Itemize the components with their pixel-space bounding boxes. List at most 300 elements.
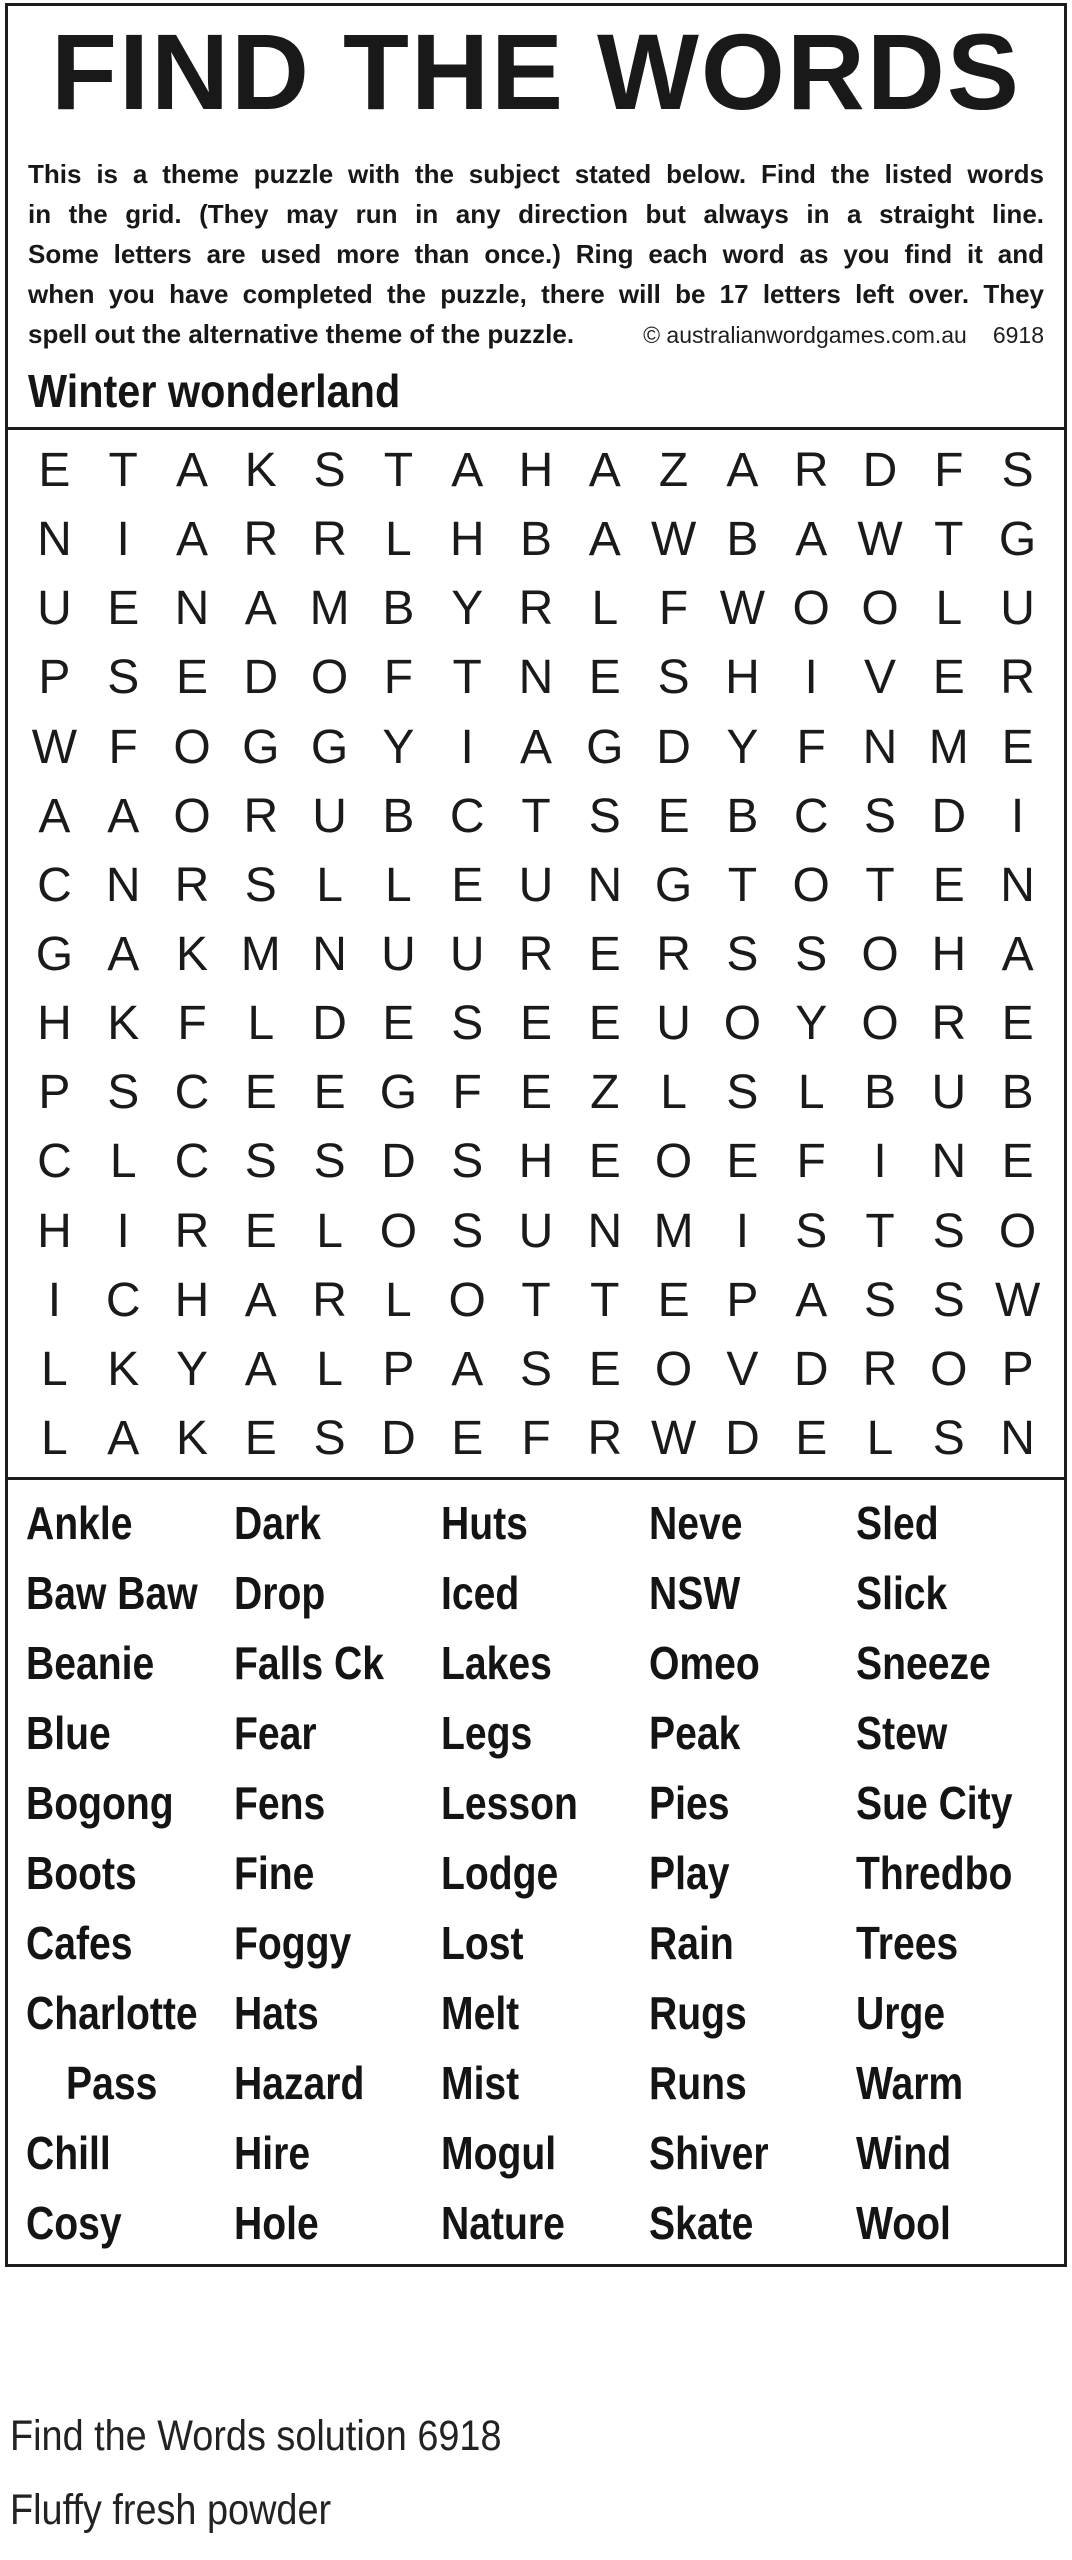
word-text: Melt (441, 1987, 520, 2039)
grid-letter: M (653, 1204, 694, 1258)
word-list-item (856, 2118, 1064, 2188)
word-text: Baw Baw (26, 1567, 198, 1619)
grid-letter: E (107, 582, 140, 636)
word-text: Trees (856, 1917, 959, 1969)
grid-letter: G (586, 720, 624, 774)
grid-letter: W (719, 582, 766, 636)
grid-letter: S (313, 1135, 346, 1189)
grid-letter: K (107, 1342, 140, 1396)
grid-letter: S (932, 1411, 965, 1465)
word-list-item (234, 1838, 442, 1908)
grid-letter: T (452, 651, 482, 705)
grid-letter: A (795, 1273, 828, 1327)
grid-letter: R (174, 858, 210, 912)
word-list-column (441, 1488, 649, 2260)
grid-letter: U (381, 927, 416, 981)
grid-letter: U (449, 927, 485, 981)
grid-letter: E (1001, 720, 1034, 774)
grid-letter: L (866, 1411, 894, 1465)
solution-title-line (10, 2404, 569, 2478)
grid-letter: Z (590, 1066, 620, 1120)
grid-letter: B (726, 513, 759, 567)
word-text: NSW (648, 1567, 741, 1619)
grid-letter: W (857, 513, 903, 567)
grid-letter: I (116, 1204, 130, 1258)
grid-letter: S (795, 1204, 828, 1258)
grid-letter: L (316, 1204, 343, 1258)
instruction-line: Some letters are used more than once.) Ring each word as you find it and (28, 239, 1044, 269)
grid-letter: L (247, 997, 275, 1051)
instructions (28, 154, 1044, 355)
grid-letter: H (725, 651, 760, 705)
instruction-last-text: spell out the alternative theme of the puzzle. (28, 319, 575, 349)
word-list-item (441, 2188, 649, 2258)
grid-letter: N (862, 720, 898, 774)
grid-letter: R (587, 1411, 623, 1465)
word-list-item (26, 2048, 234, 2118)
grid-letter: Z (658, 444, 689, 498)
word-text: Runs (648, 2057, 747, 2109)
grid-letter: E (588, 1135, 621, 1189)
word-text: Play (648, 1847, 730, 1899)
grid-letter: S (726, 927, 759, 981)
word-list-column (26, 1488, 234, 2260)
grid-letter: C (37, 1135, 72, 1189)
grid-letter: E (932, 651, 965, 705)
word-list-item (856, 1908, 1064, 1978)
grid-letter: E (932, 858, 965, 912)
grid-letter: I (1010, 789, 1025, 843)
word-list-item (441, 1698, 649, 1768)
grid-letter: E (519, 1066, 552, 1120)
grid-letter: H (518, 1135, 554, 1189)
solution-answer-line (10, 2478, 569, 2552)
grid-letter: W (650, 513, 697, 567)
grid-letter: G (654, 858, 693, 912)
grid-letter: C (793, 789, 829, 843)
grid-letter: O (310, 651, 349, 705)
copyright-text: © australianwordgames.com.au (643, 322, 967, 348)
word-list-item (649, 1908, 857, 1978)
grid-letter: G (310, 720, 349, 774)
word-list-item (856, 1628, 1064, 1698)
grid-letter: E (657, 789, 690, 843)
grid-letter: S (795, 927, 828, 981)
grid-letter: E (726, 1135, 759, 1189)
word-text: Huts (441, 1497, 529, 1549)
grid-letter: S (451, 997, 484, 1051)
grid-letter: A (175, 444, 208, 498)
grid-letter: M (309, 582, 350, 636)
grid-letter: O (654, 1135, 693, 1189)
grid-letter: T (727, 858, 758, 912)
puzzle-number: 6918 (992, 322, 1044, 348)
grid-letter: S (726, 1066, 759, 1120)
word-list-item (441, 2118, 649, 2188)
grid-letter: E (795, 1411, 828, 1465)
word-text: Nature (441, 2197, 566, 2249)
grid-letter: O (379, 1204, 418, 1258)
grid-letter: N (1000, 858, 1035, 912)
word-list-item (26, 2118, 234, 2188)
word-text: Boots (26, 1847, 137, 1899)
grid-letter: A (451, 444, 484, 498)
grid-letter: L (660, 1066, 687, 1120)
grid-letter: O (792, 858, 830, 912)
grid-letter: E (382, 997, 415, 1051)
word-list-column (649, 1488, 857, 2260)
word-list-item (234, 1978, 442, 2048)
grid-letter: O (930, 1342, 968, 1396)
grid-letter: D (312, 997, 347, 1051)
grid-letter: N (1000, 1411, 1035, 1465)
instruction-line: in the grid. (They may run in any direction but always in a straight line. (28, 199, 1044, 229)
grid-letter: B (726, 789, 759, 843)
word-list-item (234, 1488, 442, 1558)
grid-letter: U (656, 997, 691, 1051)
grid-letter: T (865, 858, 895, 912)
grid-letter: S (863, 789, 896, 843)
grid-letter: R (312, 513, 347, 567)
word-text: Warm (856, 2057, 964, 2109)
word-text: Bogong (26, 1777, 174, 1829)
grid-letter: F (452, 1066, 482, 1120)
word-text: Sue City (856, 1777, 1013, 1829)
word-list-item (234, 1698, 442, 1768)
word-list-item (649, 2188, 857, 2258)
word-text: Iced (441, 1567, 520, 1619)
grid-letter: B (863, 1066, 896, 1120)
word-text: Hire (233, 2127, 310, 2179)
grid-letter: A (726, 444, 759, 498)
word-text: Fear (233, 1707, 317, 1759)
word-text: Slick (856, 1567, 948, 1619)
word-text: Falls Ck (233, 1637, 384, 1689)
grid-letter: H (37, 997, 72, 1051)
grid-letter: W (31, 720, 78, 774)
word-text: Blue (26, 1707, 111, 1759)
grid-letter: Y (382, 720, 415, 774)
grid-letter: E (588, 927, 621, 981)
word-list-item (26, 1488, 234, 1558)
grid-letter: A (175, 513, 208, 567)
grid-letter: D (381, 1135, 416, 1189)
word-text: Ankle (26, 1497, 133, 1549)
grid-letter: I (873, 1135, 887, 1189)
grid-letter: F (796, 720, 826, 774)
grid-letter: A (1001, 927, 1034, 981)
grid-letter: D (381, 1411, 416, 1465)
grid-letter: R (518, 582, 554, 636)
grid-letter: S (107, 651, 140, 705)
word-list-item (441, 2048, 649, 2118)
instruction-line: when you have completed the puzzle, there will be 17 letters left over. They (28, 279, 1044, 309)
grid-letter: F (383, 651, 414, 705)
grid-letter: D (656, 720, 691, 774)
grid-letter: E (588, 651, 621, 705)
word-list-item (26, 1558, 234, 1628)
word-list-column (856, 1488, 1064, 2260)
word-text: Shiver (648, 2127, 769, 2179)
word-list-item (649, 1628, 857, 1698)
grid-letter: T (521, 1273, 551, 1327)
grid-letter: H (931, 927, 967, 981)
word-text: Neve (648, 1497, 743, 1549)
grid-letter: B (519, 513, 552, 567)
word-text: Rugs (648, 1987, 747, 2039)
grid-letter: E (244, 1204, 277, 1258)
word-list-item (26, 1908, 234, 1978)
grid-letter: H (174, 1273, 210, 1327)
grid-letter: F (658, 582, 689, 636)
word-text: Hole (233, 2197, 319, 2249)
grid-letter: I (460, 720, 474, 774)
grid-letter: N (174, 582, 210, 636)
grid-letter: S (863, 1273, 896, 1327)
word-text: Legs (441, 1707, 533, 1759)
word-list-item (856, 2188, 1064, 2258)
grid-letter: N (518, 651, 554, 705)
word-list-item (441, 1838, 649, 1908)
word-list-item (856, 1488, 1064, 1558)
grid-letter: R (1000, 651, 1035, 705)
grid-letter: T (590, 1273, 620, 1327)
grid-letter: A (38, 789, 71, 843)
grid-letter: O (723, 997, 762, 1051)
word-text: Peak (648, 1707, 741, 1759)
word-text: Urge (856, 1987, 946, 2039)
grid-letter: A (588, 444, 621, 498)
grid-letter: Y (726, 720, 759, 774)
grid-letter: P (1001, 1342, 1034, 1396)
grid-letter: S (657, 651, 690, 705)
grid-letter: T (383, 444, 414, 498)
grid-letter: F (108, 720, 138, 774)
word-text: Wool (856, 2197, 952, 2249)
grid-letter: C (174, 1066, 210, 1120)
grid-letter: A (588, 513, 621, 567)
grid-letter: H (449, 513, 485, 567)
grid-letter: N (105, 858, 141, 912)
grid-letter: U (1000, 582, 1035, 636)
word-list-item (441, 1978, 649, 2048)
word-text: Charlotte (26, 1987, 198, 2039)
grid-letter: S (451, 1204, 484, 1258)
grid-letter: A (244, 1273, 277, 1327)
word-text: Stew (856, 1707, 948, 1759)
copyright-notice (643, 315, 1044, 355)
grid-letter: S (519, 1342, 552, 1396)
word-list-item (234, 1768, 442, 1838)
word-list-item (649, 1558, 857, 1628)
grid-letter: L (41, 1411, 68, 1465)
word-text: Fine (233, 1847, 314, 1899)
word-list-item (441, 1488, 649, 1558)
grid-letter: R (518, 927, 554, 981)
grid-letter: I (804, 651, 818, 705)
grid-letter: F (521, 1411, 551, 1465)
word-list-item (649, 1978, 857, 2048)
grid-letter: L (385, 1273, 412, 1327)
grid-letter: G (379, 1066, 418, 1120)
grid-letter: A (451, 1342, 484, 1396)
word-list-item (234, 1908, 442, 1978)
word-list-item (26, 1698, 234, 1768)
grid-letter: S (932, 1273, 965, 1327)
word-list-column (234, 1488, 442, 2260)
grid-letter: L (797, 1066, 825, 1120)
grid-letter: L (385, 858, 412, 912)
grid-letter: U (518, 1204, 554, 1258)
grid-letter: I (735, 1204, 750, 1258)
word-list-item (856, 2048, 1064, 2118)
grid-letter: K (175, 1411, 208, 1465)
grid-letter: I (116, 513, 130, 567)
word-text: Dark (233, 1497, 321, 1549)
grid-letter: B (1001, 1066, 1034, 1120)
grid-letter: R (656, 927, 691, 981)
grid-letter: S (588, 789, 621, 843)
grid-letter: K (107, 997, 140, 1051)
word-list-item (649, 1698, 857, 1768)
word-text: Rain (648, 1917, 734, 1969)
word-text: Hats (233, 1987, 319, 2039)
grid-letter: L (935, 582, 963, 636)
grid-letter: E (313, 1066, 346, 1120)
grid-letter: K (175, 927, 208, 981)
page-title: FIND THE WORDS (51, 11, 1021, 132)
grid-letter: E (588, 997, 621, 1051)
grid-letter: U (518, 858, 554, 912)
grid-letter: O (448, 1273, 486, 1327)
grid-letter: U (37, 582, 72, 636)
grid-letter: C (105, 1273, 141, 1327)
word-text: Wind (856, 2127, 952, 2179)
word-list-item (649, 1768, 857, 1838)
grid-letter: D (862, 444, 898, 498)
grid-letter: C (449, 789, 485, 843)
grid-letter: O (173, 720, 211, 774)
grid-letter: A (107, 927, 140, 981)
grid-letter: W (650, 1411, 697, 1465)
grid-letter: Y (451, 582, 484, 636)
grid-letter: A (244, 582, 277, 636)
grid-letter: E (1001, 997, 1034, 1051)
word-text: Pies (648, 1777, 730, 1829)
grid-letter: O (861, 582, 899, 636)
grid-letter: E (451, 1411, 484, 1465)
puzzle-box (5, 3, 1067, 2267)
solution-footer (10, 2404, 569, 2552)
grid-letter: G (242, 720, 280, 774)
word-list-item (441, 1628, 649, 1698)
grid-letter: K (244, 444, 277, 498)
grid-letter: L (316, 1342, 343, 1396)
grid-letter: F (934, 444, 964, 498)
instruction-lines (28, 154, 1044, 314)
grid-letter: L (41, 1342, 68, 1396)
word-text: Skate (648, 2197, 754, 2249)
grid-letter: S (451, 1135, 484, 1189)
word-list-item (649, 1838, 857, 1908)
grid-letter: R (312, 1273, 347, 1327)
grid-letter: O (654, 1342, 693, 1396)
word-text: Omeo (648, 1637, 760, 1689)
word-list-item (856, 1558, 1064, 1628)
grid-letter: A (107, 1411, 140, 1465)
word-text: Lost (441, 1917, 524, 1969)
grid-letter: B (382, 789, 415, 843)
grid-letter: S (107, 1066, 140, 1120)
theme-row (28, 365, 1064, 417)
grid-letter: O (861, 927, 899, 981)
word-text: Lesson (441, 1777, 579, 1829)
grid-letter: T (521, 789, 551, 843)
grid-letter: T (934, 513, 964, 567)
grid-letter: E (1001, 1135, 1034, 1189)
grid-letter: O (792, 582, 830, 636)
grid-letter: D (793, 1342, 829, 1396)
grid-letter: A (107, 789, 140, 843)
grid-letter: L (591, 582, 619, 636)
grid-letter: S (313, 1411, 346, 1465)
solution-answer: Fluffy fresh powder (10, 2486, 332, 2534)
grid-letter: R (793, 444, 829, 498)
grid-letter: I (47, 1273, 62, 1327)
grid-letter: L (385, 513, 412, 567)
word-list-item (26, 1838, 234, 1908)
word-list-item (234, 2188, 442, 2258)
grid-letter: S (244, 858, 277, 912)
grid-letter: S (932, 1204, 965, 1258)
grid-letter: M (240, 927, 281, 981)
word-list-item (649, 2118, 857, 2188)
word-list (8, 1477, 1064, 2260)
word-list-item (234, 1558, 442, 1628)
grid-letter: N (37, 513, 72, 567)
grid-letter: P (38, 651, 71, 705)
word-list-item (441, 1558, 649, 1628)
word-list-item (26, 2188, 234, 2258)
word-text: Lodge (441, 1847, 559, 1899)
grid-letter: Y (175, 1342, 208, 1396)
grid-letter: C (37, 858, 72, 912)
grid-letter: E (519, 997, 552, 1051)
grid-letter: E (244, 1066, 277, 1120)
word-list-item (856, 1978, 1064, 2048)
grid-letter: R (243, 513, 279, 567)
word-list-item (856, 1768, 1064, 1838)
grid-letter: P (382, 1342, 415, 1396)
grid-letter: T (865, 1204, 895, 1258)
grid-letter: N (587, 858, 623, 912)
word-text: Drop (233, 1567, 325, 1619)
grid-letter: L (109, 1135, 137, 1189)
grid-letter: H (37, 1204, 72, 1258)
grid-letter: F (796, 1135, 826, 1189)
word-list-item (234, 1628, 442, 1698)
grid-letter: A (244, 1342, 277, 1396)
grid-letter: P (38, 1066, 71, 1120)
grid-letter: V (863, 651, 896, 705)
grid-letter: B (382, 582, 415, 636)
grid-letter: U (931, 1066, 967, 1120)
grid-letter: N (931, 1135, 967, 1189)
word-list-item (234, 2118, 442, 2188)
word-list-item (234, 2048, 442, 2118)
word-list-item (26, 1768, 234, 1838)
grid-letter: O (998, 1204, 1037, 1258)
